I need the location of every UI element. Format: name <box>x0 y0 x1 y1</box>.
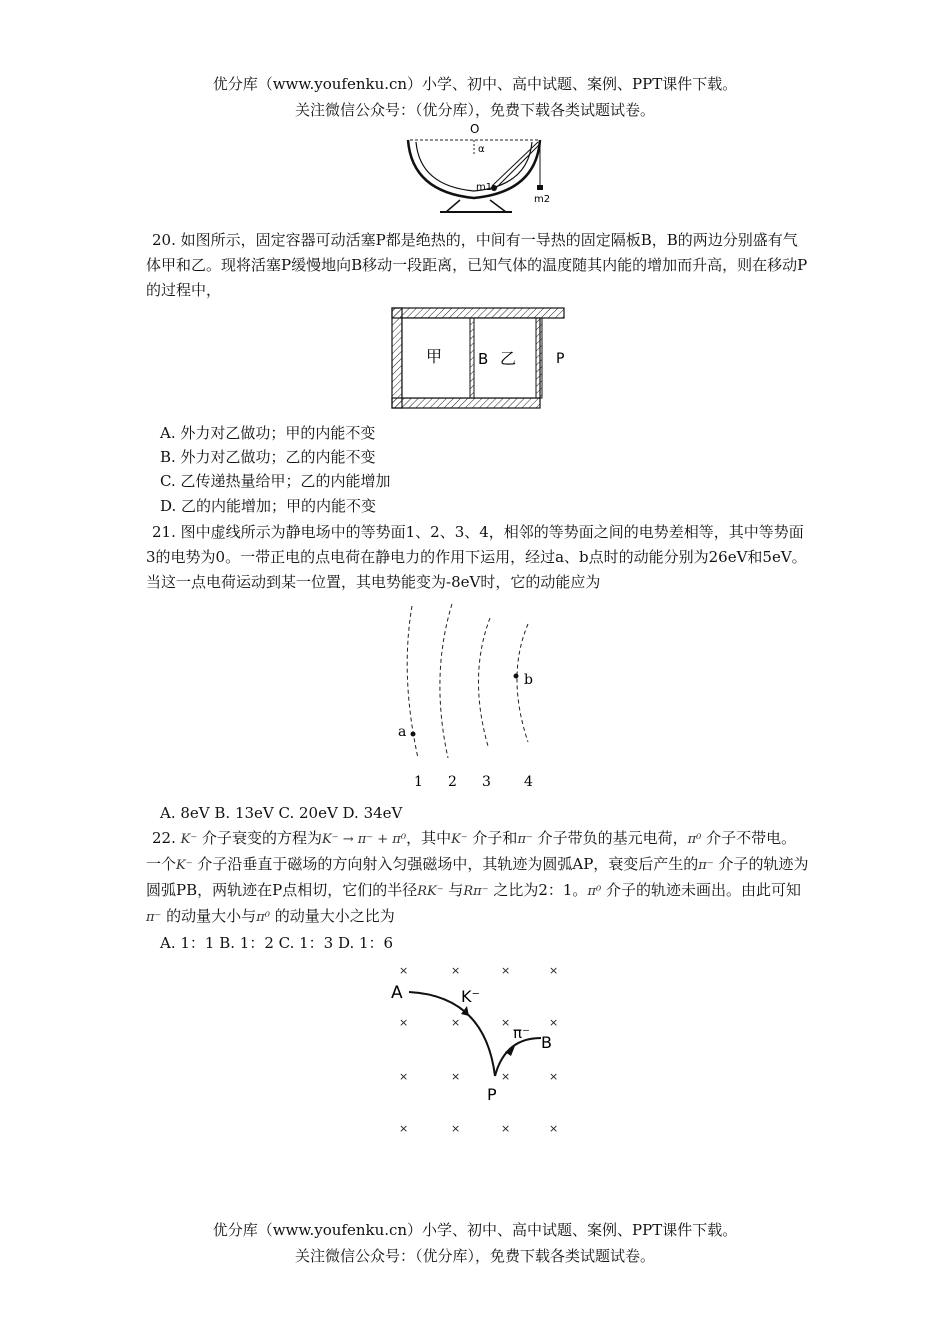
label-jia: 甲 <box>426 347 443 366</box>
sym-pi-zero-1: π⁰ <box>687 832 702 847</box>
q22-magnetic-field-figure <box>385 958 575 1138</box>
q20-text: 20. 如图所示，固定容器可动活塞P都是绝热的，中间有一导热的固定隔板B，B的两边分别盛有气体甲和乙。现将活塞P缓慢地向B移动一段距离，已知气体的温度随其内能的增加而升高，则在移动P的过程中， <box>146 231 808 299</box>
q20-option-d: D. 乙的内能增加；甲的内能不变 <box>160 497 377 515</box>
q21-equipotential-figure <box>390 596 550 796</box>
partition-b <box>470 318 474 398</box>
q22-part-8: 与 <box>443 881 464 899</box>
point-a <box>411 732 416 737</box>
equipotential-3 <box>478 618 490 746</box>
bowl-figure <box>400 120 560 220</box>
label-a: A <box>391 983 403 1003</box>
sym-k-1: K⁻ <box>180 832 198 847</box>
q20-option-b: B. 外力对乙做功；乙的内能不变 <box>160 448 376 466</box>
label-a: a <box>398 724 407 740</box>
decay-equation: K⁻ → π⁻ + π⁰ <box>322 832 407 847</box>
label-b: B <box>478 350 489 368</box>
q22-part-2: ，其中 <box>406 829 452 847</box>
q22-part-4: 介子带负的基元电荷， <box>532 829 688 847</box>
string-line-1 <box>492 142 538 186</box>
q20-container-figure <box>390 306 570 412</box>
label-yi: 乙 <box>500 349 517 368</box>
label-p: P <box>556 351 565 367</box>
sym-k-3: K⁻ <box>176 858 193 873</box>
sym-pi-minus-2: π⁻ <box>698 858 714 873</box>
trajectory-ap <box>409 992 495 1076</box>
q22-options: A. 1：1 B. 1：2 C. 1：3 D. 1：6 <box>160 934 394 952</box>
surface-label-3: 3 <box>482 774 491 790</box>
cross-mark: × <box>501 1070 511 1083</box>
equipotential-2 <box>440 604 452 758</box>
bowl-stand <box>446 200 506 212</box>
cross-mark: × <box>501 964 511 977</box>
surface-label-1: 1 <box>414 774 423 790</box>
cross-mark: × <box>549 1070 559 1083</box>
cross-mark: × <box>399 964 409 977</box>
sym-pi-minus-1: π⁻ <box>517 832 533 847</box>
label-m2: m2 <box>534 194 551 205</box>
cross-mark: × <box>501 1122 511 1135</box>
q22-part-5: 介子不带电。一个 <box>146 829 797 873</box>
cross-mark: × <box>549 964 559 977</box>
q21-text: 21. 图中虚线所示为静电场中的等势面1、2、3、4，相邻的等势面之间的电势差相等，其中等势面3的电势为0。一带正电的点电荷在静电力的作用下运用，经过a、b点时的动能分别为26eV和5eV。当这一点电荷运动到某一位置，其电势能变为-8eV时，它的动能应为 <box>146 523 807 591</box>
cross-mark: × <box>451 1122 461 1135</box>
q21-options: A. 8eV B. 13eV C. 20eV D. 34eV <box>160 804 403 822</box>
sym-rpi: Rπ⁻ <box>463 884 489 899</box>
q22-part-1: 介子衰变的方程为 <box>197 829 322 847</box>
q22-num: 22. <box>152 829 176 847</box>
label-b: b <box>524 672 533 688</box>
label-alpha: α <box>478 144 485 155</box>
sym-rk: RK⁻ <box>417 884 444 899</box>
label-b: B <box>541 1033 552 1052</box>
q22-part-3: 介子和 <box>467 829 518 847</box>
label-k: K⁻ <box>461 987 480 1006</box>
surface-label-4: 4 <box>524 774 533 790</box>
sym-pi-zero-2: π⁰ <box>587 884 602 899</box>
label-m1: m1 <box>476 182 493 193</box>
container-top-wall <box>392 308 564 318</box>
q22-part-11: 的动量大小与 <box>161 907 257 925</box>
label-p: P <box>487 1085 497 1104</box>
label-pi: π⁻ <box>513 1024 530 1042</box>
footer-line-1: 优分库（www.youfenku.cn）小学、初中、高中试题、案例、PPT课件下载。 <box>212 1221 738 1239</box>
cross-mark: × <box>549 1122 559 1135</box>
cross-mark: × <box>399 1070 409 1083</box>
sym-pi-zero-3: π⁰ <box>256 910 270 925</box>
q20-option-c: C. 乙传递热量给甲；乙的内能增加 <box>160 472 391 490</box>
cross-mark: × <box>399 1122 409 1135</box>
header-line-1: 优分库（www.youfenku.cn）小学、初中、高中试题、案例、PPT课件下载。 <box>212 75 738 93</box>
cross-mark: × <box>451 964 461 977</box>
cross-mark: × <box>501 1016 511 1029</box>
arrow-k <box>461 1006 469 1016</box>
surface-label-2: 2 <box>448 774 457 790</box>
point-b <box>514 674 519 679</box>
label-o: O <box>470 122 480 136</box>
cross-mark: × <box>399 1016 409 1029</box>
mass-m2 <box>537 185 543 190</box>
q20-option-a: A. 外力对乙做功；甲的内能不变 <box>160 424 376 442</box>
cross-mark: × <box>451 1016 461 1029</box>
q22-part-10: 介子的轨迹未画出。由此可知 <box>601 881 801 899</box>
container-left-wall <box>392 308 402 408</box>
q22-part-7: 介子的轨迹为圆弧PB，两轨迹在P点相切，它们的半径 <box>146 855 809 899</box>
sym-k-2: K⁻ <box>451 832 468 847</box>
header-line-2: 关注微信公众号：（优分库），免费下载各类试题试卷。 <box>294 101 655 119</box>
container-bottom-wall <box>392 398 540 408</box>
q22-part-9: 之比为2：1。 <box>488 881 588 899</box>
q22-part-12: 的动量大小之比为 <box>269 907 395 925</box>
footer-line-2: 关注微信公众号：（优分库），免费下载各类试题试卷。 <box>294 1247 655 1265</box>
piston-p <box>536 318 542 398</box>
sym-pi-minus-3: π⁻ <box>146 910 162 925</box>
cross-mark: × <box>549 1016 559 1029</box>
q22-text <box>146 826 810 930</box>
cross-mark: × <box>451 1070 461 1083</box>
q22-part-6: 介子沿垂直于磁场的方向射入匀强磁场中，其轨迹为圆弧AP，衰变后产生的 <box>192 855 699 873</box>
